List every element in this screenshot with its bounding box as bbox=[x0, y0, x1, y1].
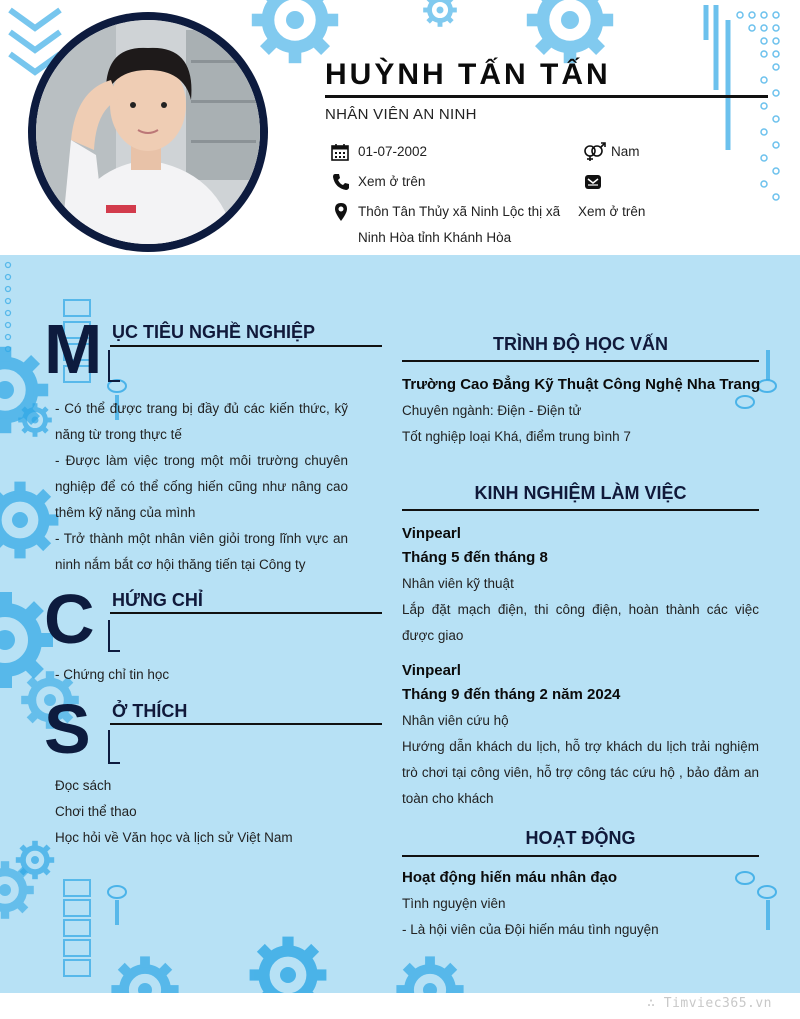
experience-title: KINH NGHIỆM LÀM VIỆC bbox=[474, 483, 687, 503]
education-school: Trường Cao Đẳng Kỹ Thuật Công Nghệ Nha Trang bbox=[402, 376, 761, 393]
email: Xem ở trên bbox=[578, 204, 646, 219]
location-icon bbox=[331, 202, 351, 222]
address-line-2: Ninh Hòa tỉnh Khánh Hòa bbox=[358, 230, 512, 245]
education-title: TRÌNH ĐỘ HỌC VẤN bbox=[493, 334, 668, 354]
objective-line-2: - Được làm việc trong một môi trường chuyên nghiệp để có thể cống hiến cũng như nâng cao thêm kỹ năng của mình bbox=[55, 453, 348, 520]
activities-title: HOẠT ĐỘNG bbox=[525, 828, 636, 848]
objective-line-3: - Trở thành một nhân viên giỏi trong lĩnh vực an ninh nắm bắt cơ hội thăng tiến tại Công ty bbox=[55, 531, 348, 572]
activities-divider bbox=[402, 855, 759, 857]
hobbies-bracket bbox=[108, 730, 120, 764]
job-role: Nhân viên kỹ thuật bbox=[402, 576, 514, 591]
candidate-position: NHÂN VIÊN AN NINH bbox=[325, 106, 477, 123]
hobbies-initial: S bbox=[44, 690, 91, 768]
gender-icon bbox=[582, 142, 608, 162]
job-role: Nhân viên cứu hộ bbox=[402, 713, 509, 728]
phone-icon bbox=[331, 172, 351, 192]
certificates-bracket bbox=[108, 620, 120, 652]
watermark: ∴ Timviec365.vn bbox=[647, 996, 772, 1011]
job-period: Tháng 9 đến tháng 2 năm 2024 bbox=[402, 686, 621, 703]
certificates-initial: C bbox=[44, 580, 95, 658]
watermark-text: Timviec365.vn bbox=[663, 996, 772, 1011]
job-company: Vinpearl bbox=[402, 525, 461, 542]
hobby-item: Học hỏi về Văn học và lịch sử Việt Nam bbox=[55, 830, 293, 845]
hobbies-divider bbox=[110, 723, 382, 725]
avatar bbox=[36, 20, 260, 244]
objective-line-1: - Có thể được trang bị đầy đủ các kiến thức, kỹ năng từ trong thực tế bbox=[55, 401, 348, 442]
certificate-item: - Chứng chỉ tin học bbox=[55, 667, 170, 682]
gender: Nam bbox=[611, 144, 640, 159]
candidate-name: HUỲNH TẤN TẤN bbox=[325, 58, 611, 91]
education-divider bbox=[402, 360, 759, 362]
address-line-1: Thôn Tân Thủy xã Ninh Lộc thị xã bbox=[358, 204, 561, 219]
education-major: Chuyên ngành: Điện - Điện tử bbox=[402, 403, 582, 418]
job-period: Tháng 5 đến tháng 8 bbox=[402, 549, 548, 566]
email-icon bbox=[583, 172, 603, 192]
education-grade: Tốt nghiệp loại Khá, điểm trung bình 7 bbox=[402, 429, 631, 444]
calendar-icon bbox=[330, 142, 350, 162]
job-description: Hướng dẫn khách du lịch, hỗ trợ khách du lịch trải nghiệm trò chơi tại công viên, hỗ trợ công tác cứu hộ , bảo đảm an toàn cho khách bbox=[402, 739, 759, 806]
objective-divider bbox=[110, 345, 382, 347]
objective-initial: M bbox=[44, 310, 103, 388]
objective-bracket bbox=[108, 350, 120, 382]
hobbies-title: Ở THÍCH bbox=[112, 701, 188, 721]
activity-role: Tình nguyện viên bbox=[402, 896, 506, 911]
hobby-item: Đọc sách bbox=[55, 778, 112, 793]
experience-divider bbox=[402, 509, 759, 511]
activity-description: - Là hội viên của Đội hiến máu tình nguyện bbox=[402, 922, 659, 937]
job-company: Vinpearl bbox=[402, 662, 461, 679]
birthday: 01-07-2002 bbox=[358, 144, 428, 159]
name-divider bbox=[325, 95, 768, 98]
objective-title: ỤC TIÊU NGHỀ NGHIỆP bbox=[112, 322, 316, 342]
phone: Xem ở trên bbox=[358, 174, 426, 189]
job-description: Lắp đặt mạch điện, thi công điện, hoàn thành các việc được giao bbox=[402, 602, 759, 643]
certificates-divider bbox=[110, 612, 382, 614]
hobby-item: Chơi thể thao bbox=[55, 804, 137, 819]
activity-name: Hoạt động hiến máu nhân đạo bbox=[402, 869, 617, 886]
certificates-title: HỨNG CHỈ bbox=[112, 590, 203, 610]
